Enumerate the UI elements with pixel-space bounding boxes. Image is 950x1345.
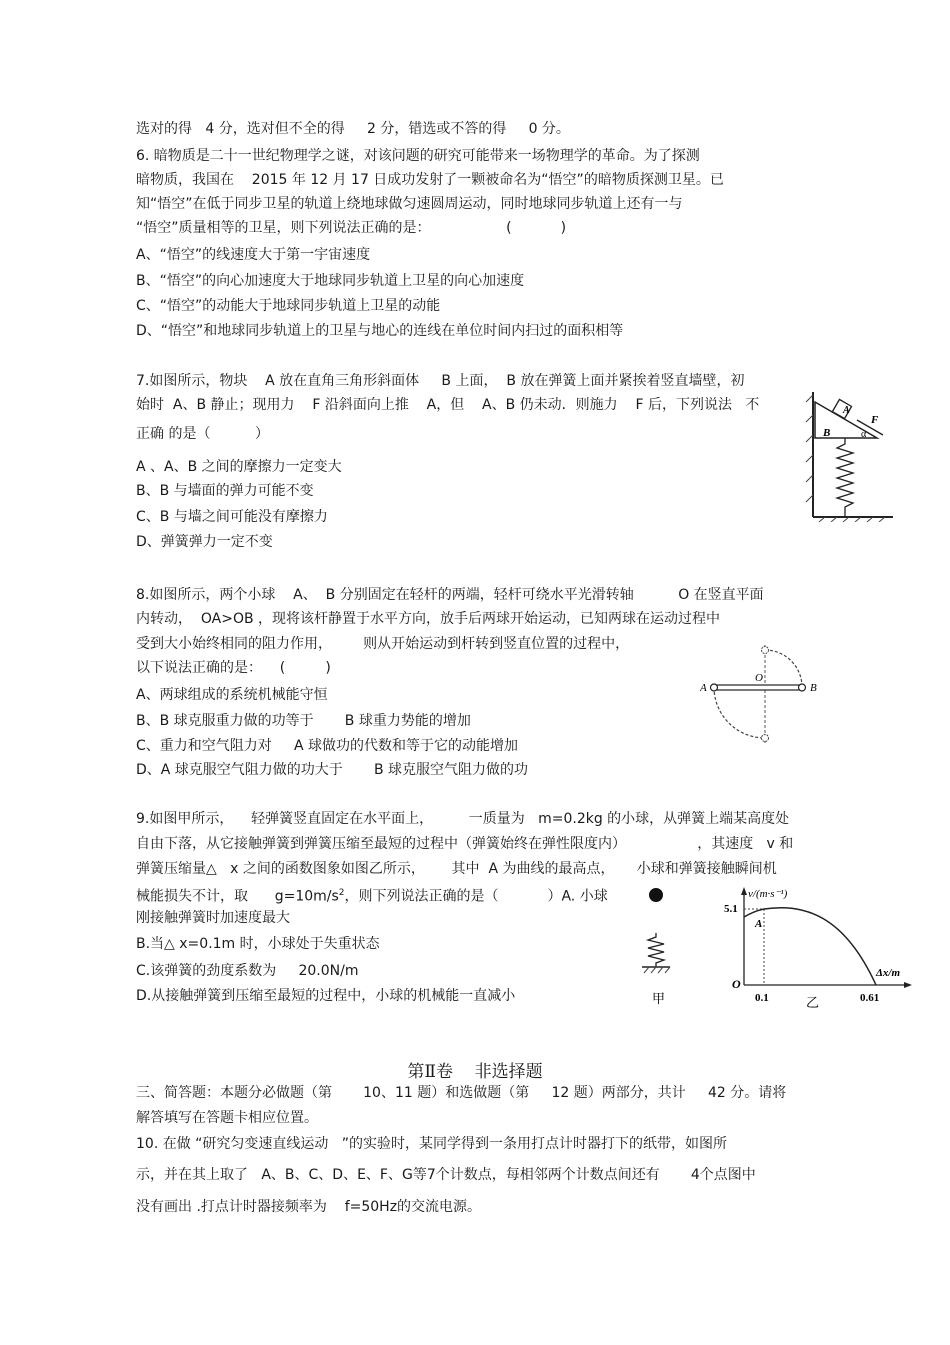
y-tick-label: 5.1: [724, 903, 738, 915]
q6-option-d: D、“悟空”和地球同步轨道上的卫星与地心的连线在单位时间内扫过的面积相等: [136, 323, 624, 339]
q9-option-d: D.从接触弹簧到压缩至最短的过程中，小球的机械能一直减小: [136, 988, 516, 1004]
wall-hatching: [806, 395, 813, 502]
spring: [648, 933, 664, 967]
section3-intro-line-1: 三、简答题：本题分必做题（第 10、11 题）和选做题（第 12 题）两部分，共计 42 分。请将: [136, 1085, 787, 1101]
q10-stem-line-1: 10. 在做 “研究匀变速直线运动 ”的实验时，某同学得到一条用打点计时器打下的纸带，如图所: [136, 1136, 728, 1152]
q7-option-d: D、弹簧弹力一定不变: [136, 534, 273, 550]
q6-option-a: A、“悟空”的线速度大于第一宇宙速度: [136, 247, 371, 263]
q6-option-c: C、“悟空”的动能大于地球同步轨道上卫星的动能: [136, 298, 441, 314]
q6-option-b: B、“悟空”的向心加速度大于地球同步轨道上卫星的向心加速度: [136, 273, 525, 289]
ball: [649, 888, 663, 902]
ball-b-final: [762, 647, 769, 654]
origin-label: O: [732, 977, 741, 991]
q7-option-b: B、B 与墙面的弹力可能不变: [136, 483, 314, 499]
q8-stem-line-2: 内转动， OA>OB ，现将该杆静置于水平方向，放手后两球开始运动，已知两球在运动过程中: [136, 611, 721, 627]
caption-yi: 乙: [806, 995, 820, 1010]
ball-a: [711, 684, 718, 691]
q6-stem-line-3: 知“悟空”在低于同步卫星的轨道上绕地球做匀速圆周运动，同时地球同步轨道上还有一与: [136, 196, 683, 212]
q6-stem-line-1: 6. 暗物质是二十一世纪物理学之谜，对该问题的研究可能带来一场物理学的革命。为了探测: [136, 148, 700, 164]
q6-stem-line-2: 暗物质，我国在 2015 年 12 月 17 日成功发射了一颗被命名为“悟空”的暗物质探测卫星。已: [136, 172, 724, 188]
q8-rotating-rod-figure: [700, 640, 830, 750]
q9-stem-line-3: 弹簧压缩量△ x 之间的函数图象如图乙所示， 其中 A 为曲线的最高点， 小球和弹簧接触瞬间机: [136, 861, 777, 877]
q8-option-d: D、A 球克服空气阻力做的功大于 B 球克服空气阻力做的功: [136, 762, 529, 778]
ball-a-final: [762, 735, 769, 742]
q7-stem-line-1: 7.如图所示，物块 A 放在直角三角形斜面体 B 上面， B 放在弹簧上面并紧挨着竖直墙壁，初: [136, 373, 745, 389]
label-a: A: [843, 405, 850, 416]
caption-jia: 甲: [652, 991, 666, 1006]
ground-hatching: [644, 967, 670, 973]
q6-stem-line-4: “悟空”质量相等的卫星，则下列说法正确的是： ( ): [136, 220, 567, 236]
q9-option-c: C.该弹簧的劲度系数为 20.0N/m: [136, 963, 359, 979]
q9-stem-line-4: [136, 884, 608, 906]
q9-option-a-continued: 刚接触弹簧时加速度最大: [136, 910, 290, 926]
y-axis-label: v/(m·s⁻¹): [748, 888, 788, 900]
q8-stem-line-4: 以下说法正确的是： ( ): [136, 660, 331, 676]
label-o: O: [755, 672, 763, 684]
label-b: B: [823, 427, 831, 439]
q7-incline-spring-figure: [805, 392, 895, 522]
label-a: A: [700, 682, 707, 694]
x-tick-label-2: 0.61: [860, 992, 880, 1004]
rod: [714, 685, 802, 690]
q8-stem-line-1: 8.如图所示，两个小球 A、 B 分别固定在轻杆的两端，轻杆可绕水平光滑转轴 O 在竖直平面: [136, 587, 764, 603]
q8-stem-line-3: 受到大小始终相同的阻力作用， 则从开始运动到杆转到竖直位置的过程中，: [136, 636, 630, 652]
q7-stem-line-2: 始时 A、B 静止；现用力 F 沿斜面向上推 A，但 A、B 仍未动．则施力 F 后，下列说法 不: [136, 397, 760, 413]
q9-line4-part1: 械能损失不计，取 g=10m/s: [136, 888, 339, 905]
q7-option-c: C、B 与墙之间可能没有摩擦力: [136, 509, 328, 525]
spring: [837, 438, 853, 517]
label-alpha: α: [861, 429, 867, 440]
x-tick-label-1: 0.1: [755, 992, 769, 1004]
section3-intro-line-2: 解答填写在答题卡相应位置。: [136, 1110, 318, 1126]
x-axis-label: Δx/m: [876, 967, 901, 979]
q8-option-c: C、重力和空气阻力对 A 球做功的代数和等于它的动能增加: [136, 738, 519, 754]
x-axis-arrow: [904, 982, 912, 988]
path-b-arc: [765, 650, 802, 687]
ball-b: [799, 684, 806, 691]
point-a-label: A: [755, 918, 763, 930]
q9-option-b: B.当△ x=0.1m 时，小球处于失重状态: [136, 936, 380, 952]
q7-stem-line-3: 正确 的是（ ）: [136, 426, 269, 442]
q9-stem-line-1: 9.如图甲所示， 轻弹簧竖直固定在水平面上， 一质量为 m=0.2kg 的小球，从弹簧上端某高度处: [136, 811, 790, 827]
q9-velocity-graph: [724, 885, 924, 1010]
y-axis-arrow: [741, 887, 747, 895]
q8-option-b: B、B 球克服重力做的功等于 B 球重力势能的增加: [136, 713, 471, 729]
q9-line4-superscript: 2: [338, 888, 345, 898]
scoring-rule-line: 选对的得 4 分，选对但不全的得 2 分，错选或不答的得 0 分。: [136, 121, 570, 137]
q10-stem-line-2: 示，并在其上取了 A、B、C、D、E、F、G等7个计数点，每相邻两个计数点间还有 4个点图中: [136, 1167, 756, 1183]
q9-stem-line-2: 自由下落，从它接触弹簧到弹簧压缩至最短的过程中（弹簧始终在弹性限度内） ，其速度 v 和: [136, 836, 794, 852]
q9-line4-part2: ，则下列说法正确的是（ ）A. 小球: [344, 888, 608, 905]
section-title: 第Ⅱ卷 非选择题: [407, 1062, 543, 1082]
path-a-arc: [714, 687, 765, 738]
q10-stem-line-3: 没有画出 .打点计时器接频率为 f=50Hz的交流电源。: [136, 1199, 482, 1215]
label-f: F: [871, 414, 879, 426]
label-b: B: [810, 682, 817, 694]
q7-option-a: A 、A、B 之间的摩擦力一定变大: [136, 459, 342, 475]
q8-option-a: A、两球组成的系统机械能守恒: [136, 687, 328, 703]
q9-figure-jia: [632, 885, 682, 1010]
